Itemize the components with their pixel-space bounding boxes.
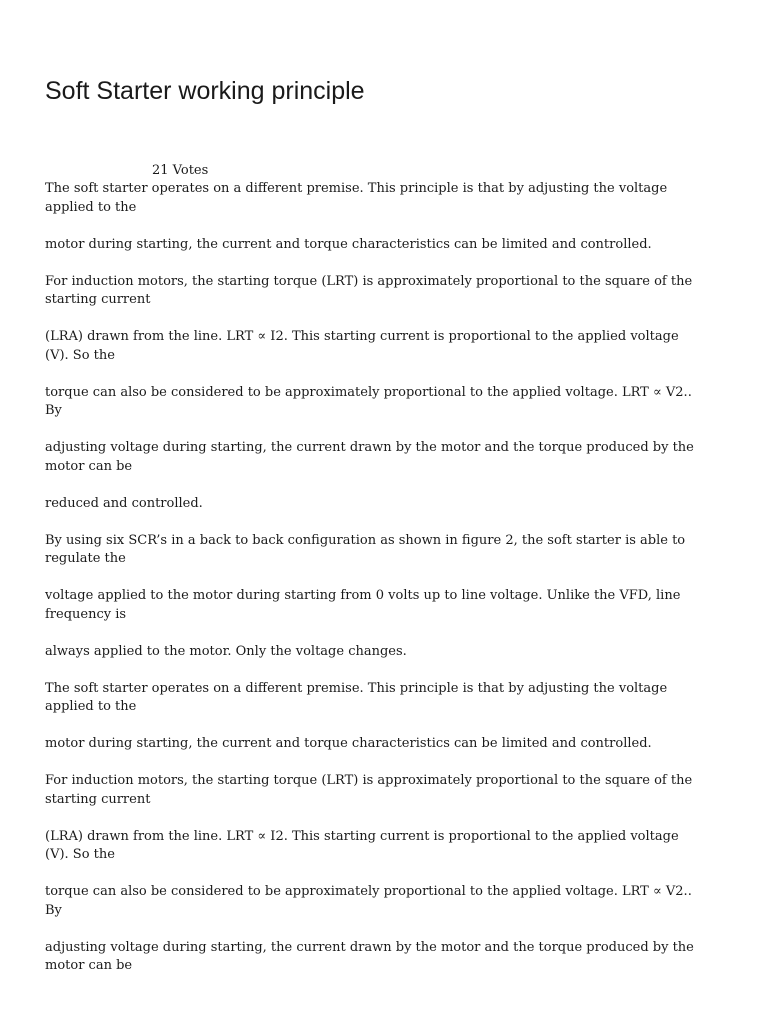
paragraph-line: adjusting voltage during starting, the current drawn by the motor and the torque produced by the [45,440,694,455]
paragraph-line: For induction motors, the starting torque (LRT) is approximately proportional to the square of the [45,773,693,788]
paragraph [45,643,735,662]
paragraph [45,384,735,421]
paragraph [45,735,735,754]
paragraph-line: (LRA) drawn from the line. LRT ∝ I2. This starting current is proportional to the applied voltage [45,329,679,344]
paragraph-line: starting current [45,292,151,307]
document-body [45,180,735,994]
paragraph-line: voltage applied to the motor during starting from 0 volts up to line voltage. Unlike the VFD, line [45,588,681,603]
paragraph-line: motor during starting, the current and torque characteristics can be limited and controlled. [45,236,652,252]
paragraph-line: By using six SCR’s in a back to back configuration as shown in figure 2, the soft starter is able to [45,532,686,548]
paragraph-line: The soft starter operates on a different premise. This principle is that by adjusting the voltage [45,680,668,696]
paragraph-line: By [45,403,62,418]
paragraph [45,273,735,310]
paragraph-line: adjusting voltage during starting, the current drawn by the motor and the torque produced by the [45,939,694,955]
paragraph [45,772,735,809]
paragraph [45,587,735,624]
page-title: Soft Starter working principle [45,77,365,105]
paragraph-line: applied to the [45,699,137,714]
votes-count: 21 Votes [152,163,209,178]
paragraph [45,883,735,920]
paragraph-line: frequency is [45,606,127,622]
paragraph-line: torque can also be considered to be approximately proportional to the applied voltage. LRT ∝ V2.. [45,384,692,400]
paragraph [45,532,735,569]
paragraph [45,236,735,255]
paragraph-line: By [45,902,62,918]
paragraph-line: For induction motors, the starting torque (LRT) is approximately proportional to the square of the [45,273,693,289]
paragraph [45,328,735,365]
paragraph-line: starting current [45,791,151,807]
paragraph-line: (V). So the [45,847,115,862]
paragraph-line: (V). So the [45,347,115,363]
paragraph-line: motor can be [45,958,133,973]
paragraph [45,495,735,514]
paragraph-line: always applied to the motor. Only the voltage changes. [45,643,407,659]
paragraph [45,180,735,217]
paragraph-line: The soft starter operates on a different premise. This principle is that by adjusting the voltage [45,181,668,196]
paragraph [45,939,735,976]
paragraph [45,680,735,717]
paragraph-line: motor can be [45,458,133,474]
paragraph-line: (LRA) drawn from the line. LRT ∝ I2. This starting current is proportional to the applied voltage [45,828,679,844]
paragraph-line: applied to the [45,199,137,215]
paragraph-line: motor during starting, the current and torque characteristics can be limited and controlled. [45,736,652,751]
paragraph [45,828,735,865]
paragraph-line: regulate the [45,551,126,566]
paragraph [45,439,735,476]
paragraph-line: reduced and controlled. [45,495,203,511]
paragraph-line: torque can also be considered to be approximately proportional to the applied voltage. LRT ∝ V2.. [45,884,692,899]
